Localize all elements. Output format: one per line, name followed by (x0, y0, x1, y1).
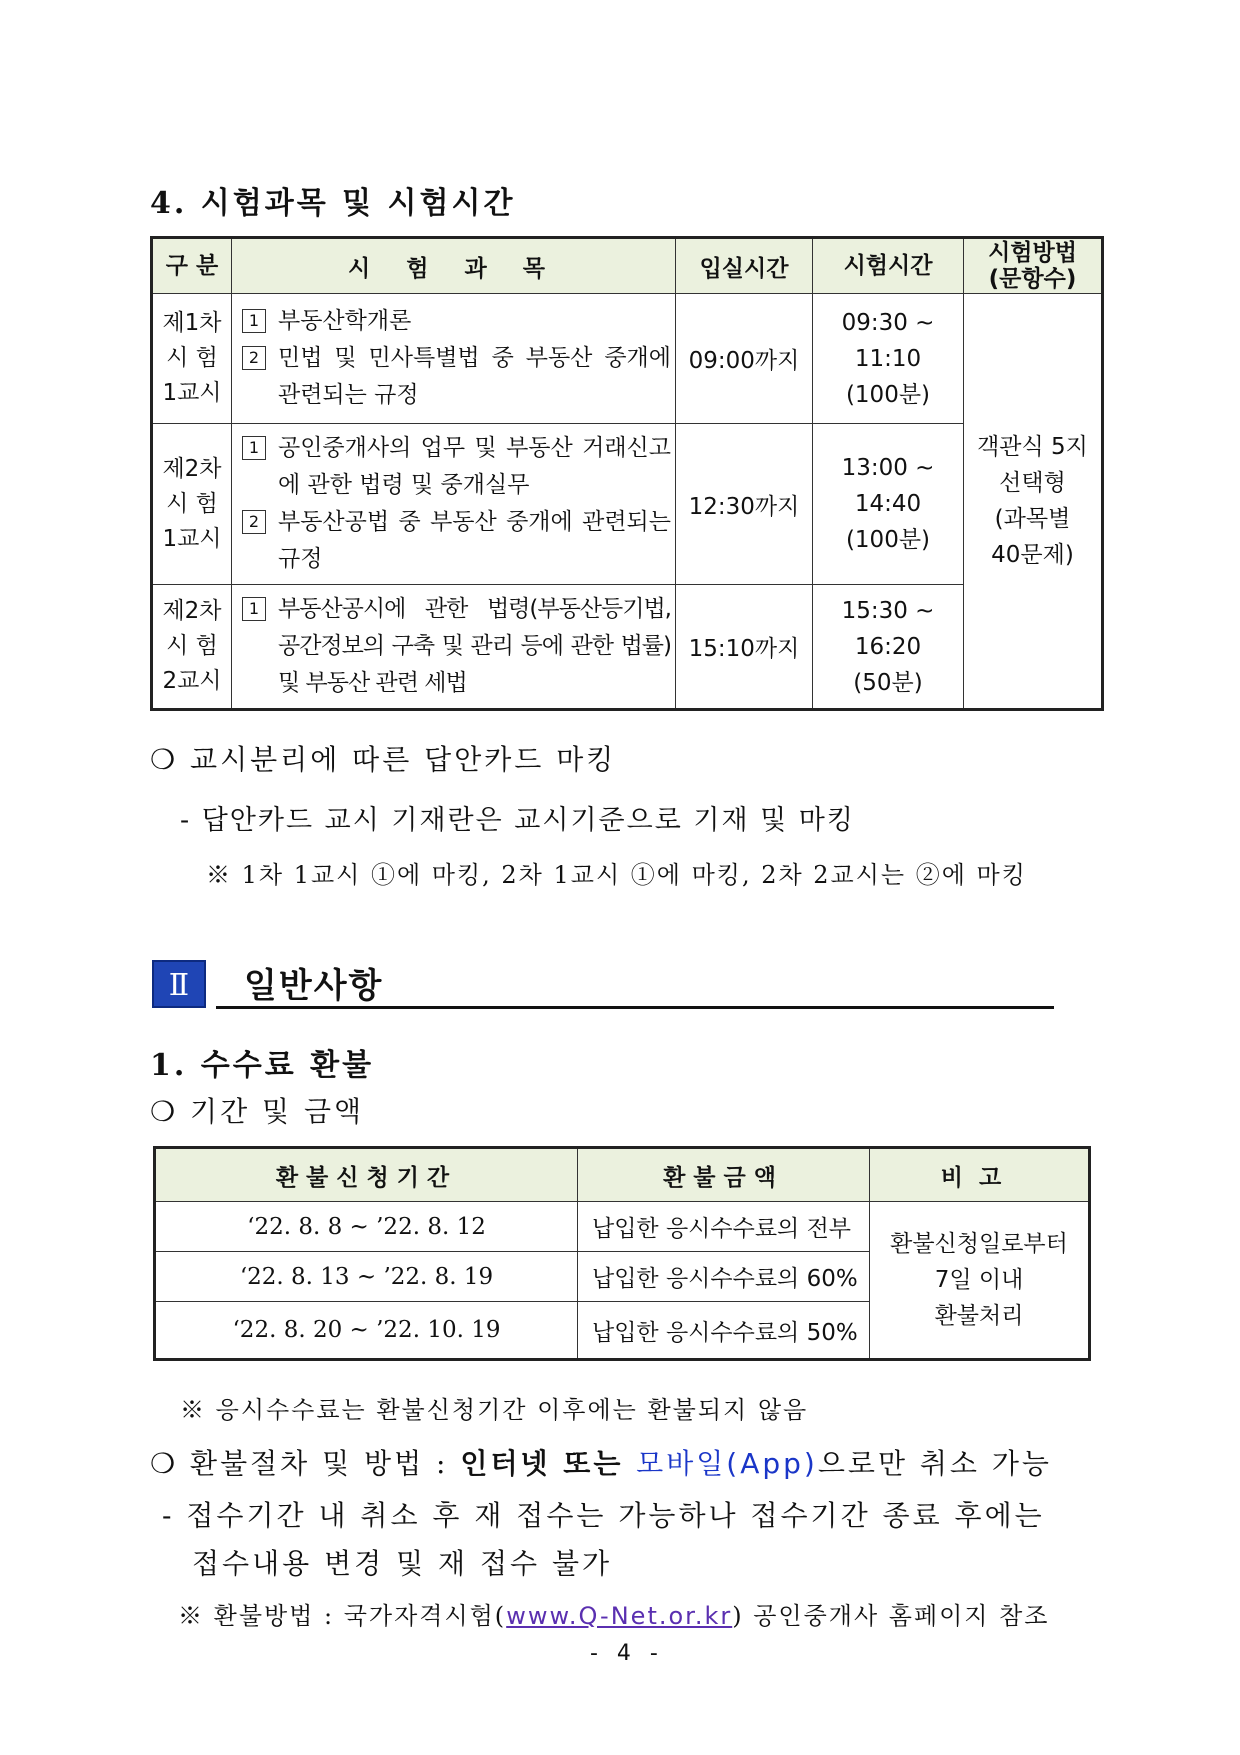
refund-table (153, 1146, 1091, 1361)
table-row (152, 585, 1103, 710)
exam-duration: (100분) (845, 527, 931, 553)
item-number-box: 1 (242, 436, 266, 460)
subject-cell (232, 294, 676, 424)
note-marking: ※ 1차 1교시 ①에 마킹, 2차 1교시 ①에 마킹, 2차 2교시는 ②에 마킹 (206, 861, 1027, 889)
qnet-link[interactable]: www.Q-Net.or.kr (506, 1602, 733, 1630)
exam-time: 15:30 ~ 16:20 (841, 597, 935, 660)
subject-text: 공인중개사의 업무 및 부동산 거래신고에 관한 법령 및 중개실무 (278, 435, 671, 498)
gubun-line: 시 험 (166, 490, 218, 517)
subject-item (240, 591, 671, 702)
subject-cell (232, 585, 676, 710)
subject-text: 민법 및 민사특별법 중 부동산 중개에 관련되는 규정 (278, 345, 671, 408)
header-method (964, 238, 1103, 294)
procedure-bold: 인터넷 또는 (460, 1447, 637, 1480)
exam-time: 09:30 ~ 11:10 (841, 309, 935, 372)
exam-time-cell (813, 294, 964, 424)
subject-item (240, 303, 671, 340)
note-prefix: ※ 환불방법 : 국가자격시험( (178, 1602, 507, 1630)
bullet-marking (150, 738, 616, 778)
gubun-line: 시 험 (166, 633, 218, 659)
header-entry-time: 입실시간 (676, 238, 813, 294)
header-method-line1: 시험방법 (988, 240, 1077, 266)
header-amount: 환불금액 (578, 1148, 870, 1202)
entry-time-cell: 12:30까지 (676, 424, 813, 585)
method-line: (과목별 (994, 506, 1071, 532)
item-number-box: 2 (242, 510, 266, 534)
gubun-cell (152, 294, 232, 424)
refund-method-note (178, 1596, 1050, 1631)
note-line: 환불신청일로부터 (890, 1231, 1068, 1257)
dash-continuation: 접수내용 변경 및 재 접수 불가 (192, 1547, 613, 1580)
exam-duration: (100분) (845, 381, 931, 408)
exam-schedule-table (150, 236, 1104, 711)
header-method-line2: (문항수) (988, 266, 1077, 292)
header-note: 비고 (870, 1148, 1090, 1202)
table-row (152, 424, 1103, 585)
table-header-row (155, 1148, 1090, 1202)
subject-item (240, 430, 671, 504)
exam-duration: (50분) (853, 669, 923, 696)
gubun-line: 1교시 (162, 380, 222, 406)
dash-icon: - (180, 805, 202, 836)
subject-item (240, 504, 671, 578)
table-header-row (152, 238, 1103, 294)
exam-time-cell (813, 585, 964, 710)
note-suffix: ) 공인중개사 홈페이지 참조 (732, 1602, 1050, 1630)
part-title: 일반사항 (244, 966, 384, 1006)
period-cell: ‘22. 8. 8 ~ ’22. 8. 12 (155, 1202, 578, 1252)
header-subject: 시 험 과 목 (232, 238, 676, 294)
dash-item (180, 798, 855, 837)
header-gubun: 구 분 (152, 238, 232, 294)
period-cell: ‘22. 8. 13 ~ ’22. 8. 19 (155, 1252, 578, 1302)
subject-item (240, 340, 671, 414)
method-line: 선택형 (999, 470, 1066, 496)
dash-icon: - (162, 1499, 187, 1532)
gubun-cell (152, 424, 232, 585)
amount-cell: 납입한 응시수수료의 60% (578, 1252, 870, 1302)
part-title-underline (216, 1006, 1054, 1009)
bullet-procedure (150, 1442, 1052, 1482)
table-row (155, 1202, 1090, 1252)
method-line: 40문제) (991, 542, 1074, 568)
gubun-line: 제2차 (162, 598, 222, 624)
period-cell: ‘22. 8. 20 ~ ’22. 10. 19 (155, 1302, 578, 1360)
gubun-line: 제2차 (162, 455, 222, 482)
bullet-text: 기간 및 금액 (190, 1095, 365, 1128)
bullet-circle-icon: ❍ (150, 1447, 179, 1480)
gubun-line: 제1차 (162, 310, 222, 336)
dash-text: 접수기간 내 취소 후 재 접수는 가능하나 접수기간 종료 후에는 (186, 1499, 1045, 1532)
subject-text: 부동산공시에 관한 법령(부동산등기법, 공간정보의 구축 및 관리 등에 관한 법률) 및 부동산 관련 세법 (278, 596, 671, 696)
exam-time-cell (813, 424, 964, 585)
note-cell (870, 1202, 1090, 1360)
header-period: 환불신청기간 (155, 1148, 578, 1202)
dash-text: 답안카드 교시 기재란은 교시기준으로 기재 및 마킹 (201, 805, 855, 836)
subsection-title: 1. 수수료 환불 (150, 1048, 375, 1083)
part-number-badge: Ⅱ (152, 960, 206, 1008)
item-number-box: 1 (242, 309, 266, 333)
note-line: 환불처리 (934, 1303, 1024, 1329)
bullet-circle-icon: ❍ (150, 1095, 179, 1128)
exam-time: 13:00 ~ 14:40 (841, 455, 935, 517)
amount-cell: 납입한 응시수수료의 전부 (578, 1202, 870, 1252)
bullet-circle-icon: ❍ (150, 743, 179, 776)
procedure-mobile-app: 모바일(App) (636, 1447, 818, 1480)
subject-text: 부동산공법 중 부동산 중개에 관련되는 규정 (278, 509, 671, 572)
bullet-text: 교시분리에 따른 답안카드 마킹 (190, 743, 617, 776)
gubun-line: 2교시 (162, 668, 222, 694)
entry-time-cell: 09:00까지 (676, 294, 813, 424)
gubun-line: 1교시 (162, 525, 222, 552)
item-number-box: 2 (242, 346, 266, 370)
table-row (152, 294, 1103, 424)
bullet-period-amount (150, 1090, 364, 1130)
refund-table-note: ※ 응시수수료는 환불신청기간 이후에는 환불되지 않음 (180, 1396, 809, 1424)
gubun-cell (152, 585, 232, 710)
subject-cell (232, 424, 676, 585)
page-number: - 4 - (590, 1641, 664, 1666)
entry-time-cell: 15:10까지 (676, 585, 813, 710)
item-number-box: 1 (242, 597, 266, 621)
procedure-prefix: 환불절차 및 방법 : (190, 1447, 461, 1480)
gubun-line: 시 험 (166, 345, 218, 371)
note-line: 7일 이내 (934, 1267, 1024, 1293)
subject-text: 부동산학개론 (278, 308, 412, 334)
procedure-suffix: 으로만 취소 가능 (817, 1447, 1052, 1480)
method-cell (964, 294, 1103, 710)
method-line: 객관식 5지 (977, 434, 1088, 460)
section-title: 4. 시험과목 및 시험시간 (150, 186, 516, 221)
amount-cell: 납입한 응시수수료의 50% (578, 1302, 870, 1360)
dash-item (162, 1494, 1045, 1534)
header-exam-time: 시험시간 (813, 238, 964, 294)
